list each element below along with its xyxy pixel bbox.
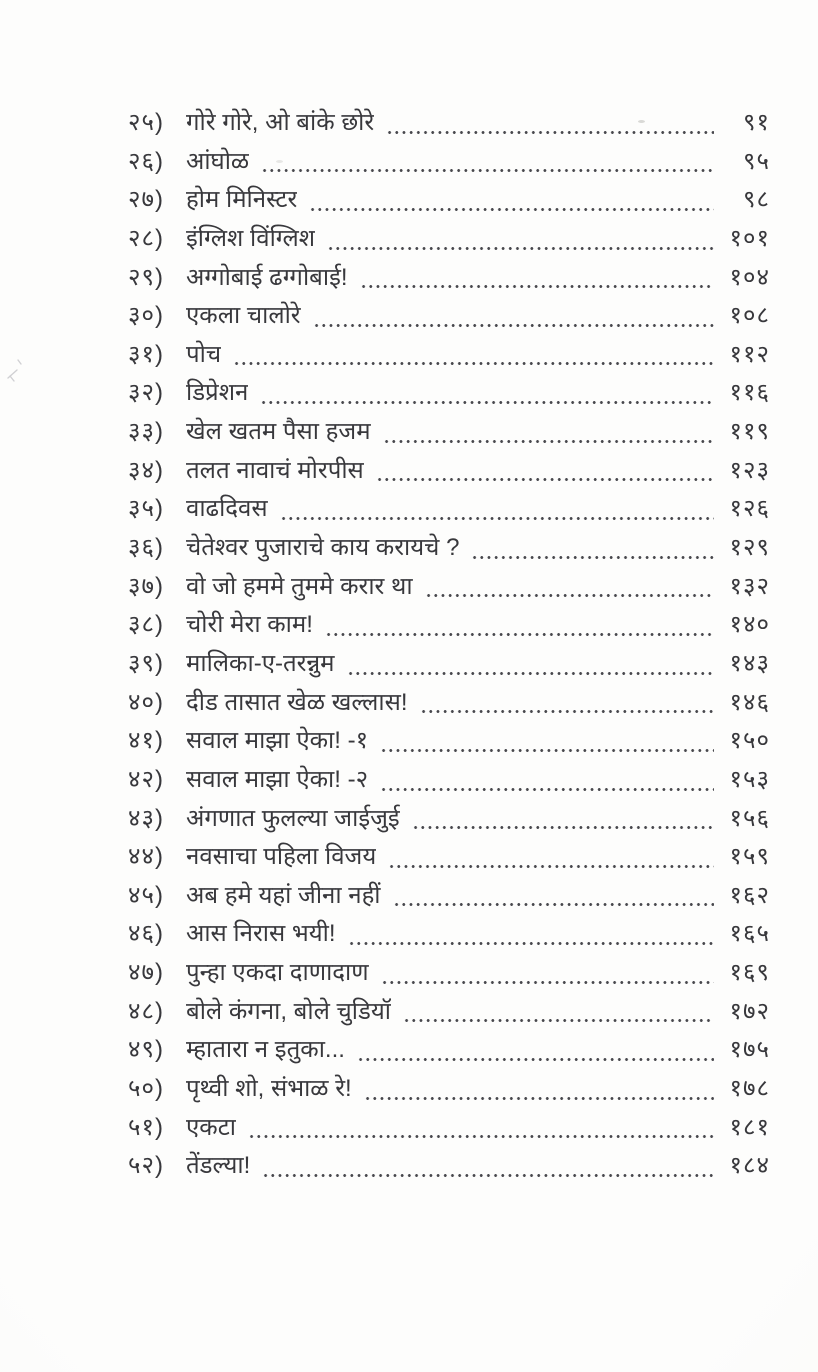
dot-leader [357,1057,714,1062]
entry-page-number: १८४ [729,1152,770,1180]
entry-number: ३१) [128,340,164,368]
entry-number: ५१) [128,1113,164,1141]
entry-number: ३३) [128,418,164,446]
entry-title: आस निरास भयी! [186,920,336,948]
dot-leader [381,980,714,985]
entry-number: ४५) [128,881,164,909]
dot-leader [376,477,714,482]
toc-entry [128,413,770,452]
dot-leader [388,864,714,869]
toc-entry [128,104,770,143]
entry-number: ४७) [128,959,164,987]
entry-number: ३५) [128,495,164,523]
dot-leader [393,902,714,907]
dot-leader [380,787,714,792]
dot-leader [233,361,714,366]
toc-entry [128,143,770,182]
dot-leader [383,439,714,444]
entry-number: ४९) [128,1036,164,1064]
toc-entry [128,181,770,220]
toc-entry [128,877,770,916]
dot-leader [261,168,714,173]
dot-leader [280,516,714,521]
entry-title: नवसाचा पहिला विजय [186,843,377,871]
entry-title: खेल खतम पैसा हजम [186,418,371,446]
entry-page-number: १७५ [729,1036,770,1064]
entry-page-number: ९५ [743,147,770,175]
entry-title: अग्गोबाई ढग्गोबाई! [186,263,348,291]
entry-number: ४४) [128,843,164,871]
entry-page-number: १०१ [729,224,770,252]
entry-number: २९) [128,263,164,291]
entry-page-number: १६९ [729,959,770,987]
entry-page-number: १८१ [729,1113,770,1141]
dot-leader [348,941,714,946]
dot-leader [412,825,714,830]
entry-page-number: ११६ [729,379,770,407]
dot-leader [425,593,714,598]
entry-page-number: १४६ [729,688,770,716]
entry-title: तलत नावाचं मोरपीस [186,456,364,484]
toc-entry [128,568,770,607]
entry-title: बोले कंगना, बोले चुडियॉ [186,997,391,1025]
entry-page-number: ११२ [729,340,770,368]
dot-leader [327,246,714,251]
entry-page-number: १२३ [729,456,770,484]
dot-leader [380,748,714,753]
entry-page-number: १३२ [729,572,770,600]
toc-entry [128,1109,770,1148]
entry-number: ५०) [128,1075,164,1103]
entry-page-number: १६२ [729,881,770,909]
entry-page-number: १२९ [729,534,770,562]
dot-leader [248,1134,714,1139]
entry-page-number: ९१ [743,109,770,136]
dot-leader [260,400,714,405]
toc-entry [128,452,770,491]
toc-entry [128,297,770,336]
entry-number: ४३) [128,804,164,832]
entry-title: पुन्हा एकदा दाणादाण [186,959,369,987]
dot-leader [325,632,714,637]
entry-number: ४१) [128,727,164,755]
entry-title: सवाल माझा ऐका! -२ [186,765,369,793]
dot-leader [309,207,714,212]
dot-leader [471,555,714,560]
entry-page-number: १५३ [729,765,770,793]
entry-page-number: १४० [729,611,770,639]
entry-number: ३४) [128,456,164,484]
entry-title: डिप्रेशन [186,379,249,407]
toc-entry [128,220,770,259]
dot-leader [364,1096,714,1101]
entry-number: ३०) [128,302,164,330]
entry-number: २८) [128,224,164,252]
entry-page-number: १७२ [729,997,770,1025]
toc-entry [128,838,770,877]
entry-page-number: १०४ [729,263,770,291]
entry-title: अब हमे यहां जीना नहीं [186,881,381,909]
entry-page-number: ९८ [743,186,770,214]
toc-entry [128,800,770,839]
toc-entry [128,645,770,684]
entry-title: म्हातारा न इतुका... [186,1036,345,1064]
entry-number: ३८) [128,611,164,639]
dot-leader [420,709,714,714]
dot-leader [262,1173,714,1178]
toc-entry [128,954,770,993]
toc-entry [128,761,770,800]
toc-entry [128,490,770,529]
dot-leader [360,284,714,289]
toc-entry [128,374,770,413]
toc-entry [128,722,770,761]
entry-title: गोरे गोरे, ओ बांके छोरे [186,109,375,136]
entry-title: आंघोळ [186,147,250,175]
entry-title: चोरी मेरा काम! [186,611,313,639]
entry-title: होम मिनिस्टर [186,186,298,214]
entry-number: २७) [128,186,164,214]
entry-page-number: १५६ [729,804,770,832]
toc-entry [128,1031,770,1070]
entry-number: ४६) [128,920,164,948]
toc-entry [128,684,770,723]
dot-leader [313,323,714,328]
entry-number: ३२) [128,379,164,407]
entry-title: पृथ्वी शो, संभाळ रे! [186,1075,352,1103]
entry-title: वाढदिवस [186,495,268,523]
entry-title: एकटा [186,1113,237,1141]
toc-entry [128,259,770,298]
toc-entry [128,529,770,568]
entry-number: ४२) [128,765,164,793]
entry-number: ४८) [128,997,164,1025]
entry-page-number: १०८ [729,302,770,330]
entry-title: पोच [186,340,222,368]
toc-entry [128,336,770,375]
entry-title: तेंडल्या! [186,1152,251,1180]
entry-number: ४०) [128,688,164,716]
entry-number: ५२) [128,1152,164,1180]
entry-title: इंग्लिश विंग्लिश [186,224,316,252]
entry-title: अंगणात फुलल्या जाईजुई [186,804,400,832]
toc-entry [128,1147,770,1186]
dot-leader [403,1018,714,1023]
toc-entry [128,993,770,1032]
entry-number: ३९) [128,649,164,677]
toc-entry [128,1070,770,1109]
toc-entry [128,606,770,645]
toc-entry [128,915,770,954]
entry-number: २६) [128,147,164,175]
entry-title: एकला चालोरे [186,302,301,330]
entry-title: वो जो हममे तुममे करार था [186,572,413,600]
entry-page-number: ११९ [729,418,770,446]
entry-page-number: १६५ [729,920,770,948]
pencil-smudge-mark [4,350,30,394]
entry-title: दीड तासात खेळ खल्लास! [186,688,408,716]
entry-page-number: १४३ [729,649,770,677]
entry-page-number: १७८ [729,1075,770,1103]
table-of-contents [128,104,770,1186]
entry-title: मालिका-ए-तरन्नुम [186,649,335,677]
entry-page-number: १५९ [729,843,770,871]
entry-number: ३७) [128,572,164,600]
entry-number: २५) [128,109,164,136]
entry-title: सवाल माझा ऐका! -१ [186,727,369,755]
entry-page-number: १२६ [729,495,770,523]
entry-page-number: १५० [729,727,770,755]
entry-title: चेतेश्वर पुजाराचे काय करायचे ? [186,534,460,562]
dot-leader [386,130,714,135]
entry-number: ३६) [128,534,164,562]
dot-leader [347,671,715,676]
